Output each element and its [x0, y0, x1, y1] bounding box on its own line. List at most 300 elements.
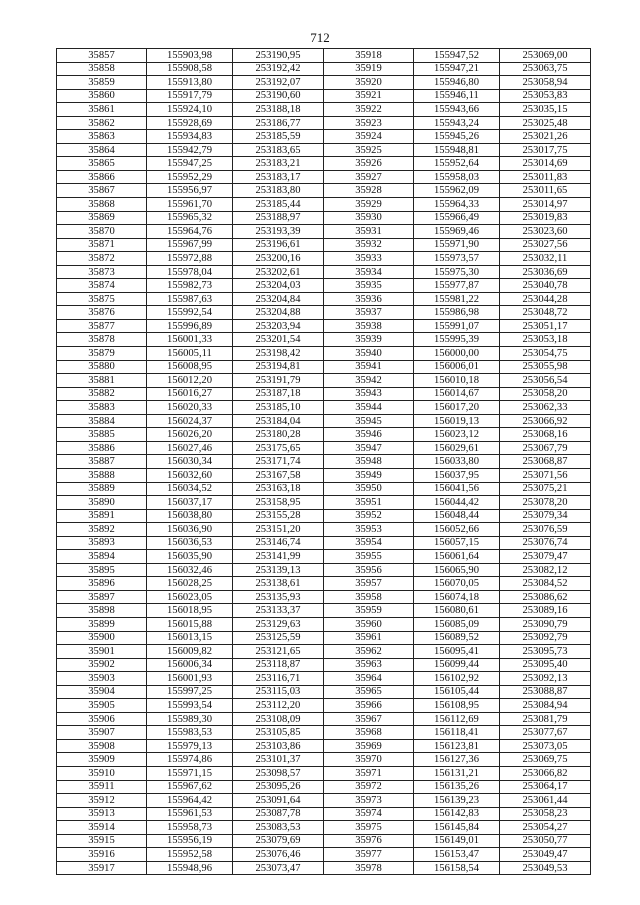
right-x-coordinate-cell: 155966,49 [414, 211, 500, 225]
right-y-coordinate-cell: 253066,92 [500, 414, 591, 428]
right-y-coordinate-cell: 253049,47 [500, 848, 591, 862]
left-x-coordinate-cell: 156034,52 [147, 482, 233, 496]
right-point-number-cell: 35921 [324, 89, 414, 103]
table-row [57, 834, 591, 848]
table-row [57, 563, 591, 577]
right-y-coordinate-cell: 253051,17 [500, 319, 591, 333]
left-y-coordinate-cell: 253184,04 [233, 414, 324, 428]
right-x-coordinate-cell: 156010,18 [414, 374, 500, 388]
left-x-coordinate-cell: 156018,95 [147, 604, 233, 618]
right-x-coordinate-cell: 156142,83 [414, 807, 500, 821]
right-y-coordinate-cell: 253049,53 [500, 861, 591, 875]
left-x-coordinate-cell: 155967,62 [147, 780, 233, 794]
left-y-coordinate-cell: 253163,18 [233, 482, 324, 496]
table-row [57, 401, 591, 415]
left-x-coordinate-cell: 156030,34 [147, 455, 233, 469]
left-x-coordinate-cell: 155934,83 [147, 130, 233, 144]
right-x-coordinate-cell: 156000,00 [414, 347, 500, 361]
right-x-coordinate-cell: 156052,66 [414, 523, 500, 537]
left-x-coordinate-cell: 155978,04 [147, 265, 233, 279]
table-row [57, 198, 591, 212]
left-point-number-cell: 35894 [57, 550, 147, 564]
right-x-coordinate-cell: 155943,24 [414, 116, 500, 130]
left-y-coordinate-cell: 253204,88 [233, 306, 324, 320]
table-row [57, 807, 591, 821]
table-row [57, 238, 591, 252]
left-y-coordinate-cell: 253192,42 [233, 62, 324, 76]
left-x-coordinate-cell: 156037,17 [147, 496, 233, 510]
left-x-coordinate-cell: 155964,76 [147, 225, 233, 239]
left-point-number-cell: 35877 [57, 319, 147, 333]
right-point-number-cell: 35925 [324, 143, 414, 157]
right-x-coordinate-cell: 156017,20 [414, 401, 500, 415]
table-row [57, 76, 591, 90]
table-row [57, 157, 591, 171]
right-point-number-cell: 35918 [324, 49, 414, 63]
left-x-coordinate-cell: 155952,58 [147, 848, 233, 862]
right-y-coordinate-cell: 253053,83 [500, 89, 591, 103]
table-row [57, 374, 591, 388]
left-x-coordinate-cell: 155913,80 [147, 76, 233, 90]
right-x-coordinate-cell: 156057,15 [414, 536, 500, 550]
right-point-number-cell: 35932 [324, 238, 414, 252]
table-row [57, 455, 591, 469]
table-row [57, 712, 591, 726]
right-x-coordinate-cell: 156145,84 [414, 821, 500, 835]
table-row [57, 116, 591, 130]
table-row [57, 536, 591, 550]
left-point-number-cell: 35866 [57, 170, 147, 184]
right-x-coordinate-cell: 156014,67 [414, 387, 500, 401]
left-y-coordinate-cell: 253146,74 [233, 536, 324, 550]
right-point-number-cell: 35920 [324, 76, 414, 90]
right-point-number-cell: 35927 [324, 170, 414, 184]
left-x-coordinate-cell: 156032,46 [147, 563, 233, 577]
left-x-coordinate-cell: 155965,32 [147, 211, 233, 225]
left-point-number-cell: 35876 [57, 306, 147, 320]
right-y-coordinate-cell: 253077,67 [500, 726, 591, 740]
left-point-number-cell: 35860 [57, 89, 147, 103]
right-y-coordinate-cell: 253058,20 [500, 387, 591, 401]
right-x-coordinate-cell: 156085,09 [414, 617, 500, 631]
right-y-coordinate-cell: 253044,28 [500, 292, 591, 306]
right-x-coordinate-cell: 156112,69 [414, 712, 500, 726]
left-point-number-cell: 35862 [57, 116, 147, 130]
left-point-number-cell: 35863 [57, 130, 147, 144]
left-y-coordinate-cell: 253185,59 [233, 130, 324, 144]
left-x-coordinate-cell: 155992,54 [147, 306, 233, 320]
table-row [57, 523, 591, 537]
right-y-coordinate-cell: 253084,94 [500, 699, 591, 713]
left-y-coordinate-cell: 253175,65 [233, 441, 324, 455]
left-point-number-cell: 35887 [57, 455, 147, 469]
right-y-coordinate-cell: 253036,69 [500, 265, 591, 279]
table-row [57, 861, 591, 875]
left-point-number-cell: 35889 [57, 482, 147, 496]
table-row [57, 279, 591, 293]
left-x-coordinate-cell: 155956,97 [147, 184, 233, 198]
left-point-number-cell: 35886 [57, 441, 147, 455]
left-point-number-cell: 35905 [57, 699, 147, 713]
right-y-coordinate-cell: 253027,56 [500, 238, 591, 252]
right-point-number-cell: 35949 [324, 468, 414, 482]
right-x-coordinate-cell: 156149,01 [414, 834, 500, 848]
right-x-coordinate-cell: 156023,12 [414, 428, 500, 442]
right-y-coordinate-cell: 253058,94 [500, 76, 591, 90]
right-x-coordinate-cell: 155945,26 [414, 130, 500, 144]
left-point-number-cell: 35895 [57, 563, 147, 577]
right-y-coordinate-cell: 253023,60 [500, 225, 591, 239]
left-x-coordinate-cell: 156036,53 [147, 536, 233, 550]
table-row [57, 170, 591, 184]
right-y-coordinate-cell: 253071,56 [500, 468, 591, 482]
right-point-number-cell: 35966 [324, 699, 414, 713]
left-y-coordinate-cell: 253201,54 [233, 333, 324, 347]
right-y-coordinate-cell: 253048,72 [500, 306, 591, 320]
right-y-coordinate-cell: 253084,52 [500, 577, 591, 591]
left-x-coordinate-cell: 156038,80 [147, 509, 233, 523]
left-point-number-cell: 35906 [57, 712, 147, 726]
right-point-number-cell: 35952 [324, 509, 414, 523]
right-x-coordinate-cell: 155973,57 [414, 252, 500, 266]
left-x-coordinate-cell: 155958,73 [147, 821, 233, 835]
left-y-coordinate-cell: 253129,63 [233, 617, 324, 631]
right-y-coordinate-cell: 253014,69 [500, 157, 591, 171]
left-x-coordinate-cell: 155979,13 [147, 739, 233, 753]
left-y-coordinate-cell: 253076,46 [233, 848, 324, 862]
table-row [57, 441, 591, 455]
right-x-coordinate-cell: 155995,39 [414, 333, 500, 347]
right-y-coordinate-cell: 253076,74 [500, 536, 591, 550]
left-y-coordinate-cell: 253200,16 [233, 252, 324, 266]
left-x-coordinate-cell: 155961,53 [147, 807, 233, 821]
left-point-number-cell: 35898 [57, 604, 147, 618]
right-x-coordinate-cell: 156153,47 [414, 848, 500, 862]
right-y-coordinate-cell: 253056,54 [500, 374, 591, 388]
left-x-coordinate-cell: 155924,10 [147, 103, 233, 117]
right-point-number-cell: 35931 [324, 225, 414, 239]
left-point-number-cell: 35897 [57, 590, 147, 604]
left-point-number-cell: 35913 [57, 807, 147, 821]
table-row [57, 645, 591, 659]
left-point-number-cell: 35868 [57, 198, 147, 212]
right-x-coordinate-cell: 155991,07 [414, 319, 500, 333]
left-point-number-cell: 35903 [57, 672, 147, 686]
left-point-number-cell: 35910 [57, 766, 147, 780]
left-x-coordinate-cell: 156009,82 [147, 645, 233, 659]
table-row [57, 509, 591, 523]
left-point-number-cell: 35907 [57, 726, 147, 740]
right-x-coordinate-cell: 155975,30 [414, 265, 500, 279]
right-y-coordinate-cell: 253053,18 [500, 333, 591, 347]
left-y-coordinate-cell: 253191,79 [233, 374, 324, 388]
left-y-coordinate-cell: 253198,42 [233, 347, 324, 361]
left-x-coordinate-cell: 156020,33 [147, 401, 233, 415]
right-x-coordinate-cell: 156135,26 [414, 780, 500, 794]
right-x-coordinate-cell: 156048,44 [414, 509, 500, 523]
right-y-coordinate-cell: 253058,23 [500, 807, 591, 821]
left-x-coordinate-cell: 155971,15 [147, 766, 233, 780]
right-x-coordinate-cell: 155958,03 [414, 170, 500, 184]
left-x-coordinate-cell: 156013,15 [147, 631, 233, 645]
table-row [57, 794, 591, 808]
right-point-number-cell: 35929 [324, 198, 414, 212]
right-point-number-cell: 35945 [324, 414, 414, 428]
right-point-number-cell: 35958 [324, 590, 414, 604]
left-x-coordinate-cell: 156024,37 [147, 414, 233, 428]
table-row [57, 347, 591, 361]
table-row [57, 726, 591, 740]
left-x-coordinate-cell: 156027,46 [147, 441, 233, 455]
left-x-coordinate-cell: 156032,60 [147, 468, 233, 482]
right-y-coordinate-cell: 253082,12 [500, 563, 591, 577]
right-point-number-cell: 35971 [324, 766, 414, 780]
left-y-coordinate-cell: 253171,74 [233, 455, 324, 469]
right-x-coordinate-cell: 156080,61 [414, 604, 500, 618]
right-x-coordinate-cell: 156127,36 [414, 753, 500, 767]
left-x-coordinate-cell: 155908,58 [147, 62, 233, 76]
left-y-coordinate-cell: 253115,03 [233, 685, 324, 699]
right-y-coordinate-cell: 253061,44 [500, 794, 591, 808]
left-point-number-cell: 35899 [57, 617, 147, 631]
left-x-coordinate-cell: 155917,79 [147, 89, 233, 103]
left-x-coordinate-cell: 155961,70 [147, 198, 233, 212]
right-point-number-cell: 35923 [324, 116, 414, 130]
right-point-number-cell: 35964 [324, 672, 414, 686]
right-point-number-cell: 35946 [324, 428, 414, 442]
page-number: 712 [310, 30, 330, 45]
left-y-coordinate-cell: 253185,10 [233, 401, 324, 415]
left-y-coordinate-cell: 253183,80 [233, 184, 324, 198]
table-row [57, 252, 591, 266]
left-point-number-cell: 35864 [57, 143, 147, 157]
right-x-coordinate-cell: 155946,11 [414, 89, 500, 103]
right-y-coordinate-cell: 253054,75 [500, 347, 591, 361]
right-x-coordinate-cell: 155947,52 [414, 49, 500, 63]
left-point-number-cell: 35893 [57, 536, 147, 550]
left-point-number-cell: 35891 [57, 509, 147, 523]
left-x-coordinate-cell: 156012,20 [147, 374, 233, 388]
left-y-coordinate-cell: 253196,61 [233, 238, 324, 252]
right-point-number-cell: 35937 [324, 306, 414, 320]
table-row [57, 685, 591, 699]
left-point-number-cell: 35867 [57, 184, 147, 198]
table-row [57, 292, 591, 306]
right-x-coordinate-cell: 156041,56 [414, 482, 500, 496]
right-point-number-cell: 35940 [324, 347, 414, 361]
left-x-coordinate-cell: 156023,05 [147, 590, 233, 604]
left-point-number-cell: 35885 [57, 428, 147, 442]
left-y-coordinate-cell: 253185,44 [233, 198, 324, 212]
left-x-coordinate-cell: 155903,98 [147, 49, 233, 63]
right-y-coordinate-cell: 253075,21 [500, 482, 591, 496]
left-y-coordinate-cell: 253125,59 [233, 631, 324, 645]
right-y-coordinate-cell: 253035,15 [500, 103, 591, 117]
coordinates-table-body [57, 49, 591, 875]
left-y-coordinate-cell: 253133,37 [233, 604, 324, 618]
right-point-number-cell: 35957 [324, 577, 414, 591]
left-x-coordinate-cell: 155993,54 [147, 699, 233, 713]
right-y-coordinate-cell: 253054,27 [500, 821, 591, 835]
left-point-number-cell: 35861 [57, 103, 147, 117]
left-point-number-cell: 35872 [57, 252, 147, 266]
left-x-coordinate-cell: 155942,79 [147, 143, 233, 157]
right-point-number-cell: 35938 [324, 319, 414, 333]
right-point-number-cell: 35926 [324, 157, 414, 171]
left-y-coordinate-cell: 253203,94 [233, 319, 324, 333]
left-y-coordinate-cell: 253073,47 [233, 861, 324, 875]
right-point-number-cell: 35963 [324, 658, 414, 672]
right-y-coordinate-cell: 253062,33 [500, 401, 591, 415]
left-point-number-cell: 35870 [57, 225, 147, 239]
right-x-coordinate-cell: 156095,41 [414, 645, 500, 659]
right-point-number-cell: 35933 [324, 252, 414, 266]
left-point-number-cell: 35912 [57, 794, 147, 808]
right-x-coordinate-cell: 155948,81 [414, 143, 500, 157]
left-x-coordinate-cell: 156005,11 [147, 347, 233, 361]
right-x-coordinate-cell: 156089,52 [414, 631, 500, 645]
right-y-coordinate-cell: 253079,34 [500, 509, 591, 523]
left-point-number-cell: 35858 [57, 62, 147, 76]
table-row [57, 766, 591, 780]
right-point-number-cell: 35935 [324, 279, 414, 293]
table-row [57, 428, 591, 442]
right-point-number-cell: 35956 [324, 563, 414, 577]
left-x-coordinate-cell: 155982,73 [147, 279, 233, 293]
left-point-number-cell: 35857 [57, 49, 147, 63]
left-point-number-cell: 35871 [57, 238, 147, 252]
table-row [57, 496, 591, 510]
left-x-coordinate-cell: 156035,90 [147, 550, 233, 564]
right-y-coordinate-cell: 253068,87 [500, 455, 591, 469]
left-x-coordinate-cell: 155956,19 [147, 834, 233, 848]
left-y-coordinate-cell: 253101,37 [233, 753, 324, 767]
right-x-coordinate-cell: 156019,13 [414, 414, 500, 428]
right-x-coordinate-cell: 156074,18 [414, 590, 500, 604]
table-row [57, 590, 591, 604]
right-y-coordinate-cell: 253092,13 [500, 672, 591, 686]
left-y-coordinate-cell: 253183,17 [233, 170, 324, 184]
right-y-coordinate-cell: 253069,75 [500, 753, 591, 767]
table-row [57, 184, 591, 198]
left-x-coordinate-cell: 155987,63 [147, 292, 233, 306]
table-row [57, 49, 591, 63]
left-point-number-cell: 35911 [57, 780, 147, 794]
right-point-number-cell: 35969 [324, 739, 414, 753]
right-y-coordinate-cell: 253092,79 [500, 631, 591, 645]
left-x-coordinate-cell: 155928,69 [147, 116, 233, 130]
right-y-coordinate-cell: 253025,48 [500, 116, 591, 130]
right-point-number-cell: 35951 [324, 496, 414, 510]
right-x-coordinate-cell: 156108,95 [414, 699, 500, 713]
right-y-coordinate-cell: 253055,98 [500, 360, 591, 374]
right-x-coordinate-cell: 156118,41 [414, 726, 500, 740]
right-y-coordinate-cell: 253066,82 [500, 766, 591, 780]
right-point-number-cell: 35934 [324, 265, 414, 279]
right-point-number-cell: 35954 [324, 536, 414, 550]
right-y-coordinate-cell: 253019,83 [500, 211, 591, 225]
table-row [57, 360, 591, 374]
left-point-number-cell: 35859 [57, 76, 147, 90]
right-y-coordinate-cell: 253088,87 [500, 685, 591, 699]
left-point-number-cell: 35869 [57, 211, 147, 225]
table-row [57, 550, 591, 564]
table-row [57, 387, 591, 401]
right-point-number-cell: 35962 [324, 645, 414, 659]
right-point-number-cell: 35973 [324, 794, 414, 808]
left-y-coordinate-cell: 253138,61 [233, 577, 324, 591]
left-y-coordinate-cell: 253118,87 [233, 658, 324, 672]
table-row [57, 482, 591, 496]
left-y-coordinate-cell: 253193,39 [233, 225, 324, 239]
right-point-number-cell: 35939 [324, 333, 414, 347]
left-y-coordinate-cell: 253095,26 [233, 780, 324, 794]
right-point-number-cell: 35974 [324, 807, 414, 821]
right-x-coordinate-cell: 156037,95 [414, 468, 500, 482]
right-point-number-cell: 35967 [324, 712, 414, 726]
left-point-number-cell: 35883 [57, 401, 147, 415]
right-y-coordinate-cell: 253089,16 [500, 604, 591, 618]
right-point-number-cell: 35976 [324, 834, 414, 848]
left-y-coordinate-cell: 253180,28 [233, 428, 324, 442]
left-x-coordinate-cell: 155983,53 [147, 726, 233, 740]
right-point-number-cell: 35977 [324, 848, 414, 862]
table-row [57, 414, 591, 428]
table-row [57, 211, 591, 225]
right-point-number-cell: 35930 [324, 211, 414, 225]
left-y-coordinate-cell: 253183,21 [233, 157, 324, 171]
left-point-number-cell: 35890 [57, 496, 147, 510]
right-point-number-cell: 35961 [324, 631, 414, 645]
right-y-coordinate-cell: 253095,40 [500, 658, 591, 672]
table-row [57, 577, 591, 591]
right-point-number-cell: 35941 [324, 360, 414, 374]
right-x-coordinate-cell: 155946,80 [414, 76, 500, 90]
left-y-coordinate-cell: 253098,57 [233, 766, 324, 780]
left-y-coordinate-cell: 253121,65 [233, 645, 324, 659]
right-x-coordinate-cell: 155981,22 [414, 292, 500, 306]
right-y-coordinate-cell: 253095,73 [500, 645, 591, 659]
left-point-number-cell: 35902 [57, 658, 147, 672]
left-x-coordinate-cell: 156006,34 [147, 658, 233, 672]
right-x-coordinate-cell: 155971,90 [414, 238, 500, 252]
left-point-number-cell: 35908 [57, 739, 147, 753]
left-point-number-cell: 35896 [57, 577, 147, 591]
right-point-number-cell: 35965 [324, 685, 414, 699]
right-point-number-cell: 35947 [324, 441, 414, 455]
left-y-coordinate-cell: 253194,81 [233, 360, 324, 374]
right-point-number-cell: 35944 [324, 401, 414, 415]
right-x-coordinate-cell: 156033,80 [414, 455, 500, 469]
right-point-number-cell: 35953 [324, 523, 414, 537]
right-x-coordinate-cell: 156102,92 [414, 672, 500, 686]
left-y-coordinate-cell: 253186,77 [233, 116, 324, 130]
left-x-coordinate-cell: 156008,95 [147, 360, 233, 374]
right-x-coordinate-cell: 156044,42 [414, 496, 500, 510]
left-y-coordinate-cell: 253151,20 [233, 523, 324, 537]
left-y-coordinate-cell: 253192,07 [233, 76, 324, 90]
table-row [57, 848, 591, 862]
right-y-coordinate-cell: 253079,47 [500, 550, 591, 564]
left-point-number-cell: 35875 [57, 292, 147, 306]
right-point-number-cell: 35928 [324, 184, 414, 198]
table-row [57, 631, 591, 645]
table-row [57, 699, 591, 713]
left-point-number-cell: 35892 [57, 523, 147, 537]
right-x-coordinate-cell: 155962,09 [414, 184, 500, 198]
left-y-coordinate-cell: 253188,97 [233, 211, 324, 225]
table-row [57, 821, 591, 835]
